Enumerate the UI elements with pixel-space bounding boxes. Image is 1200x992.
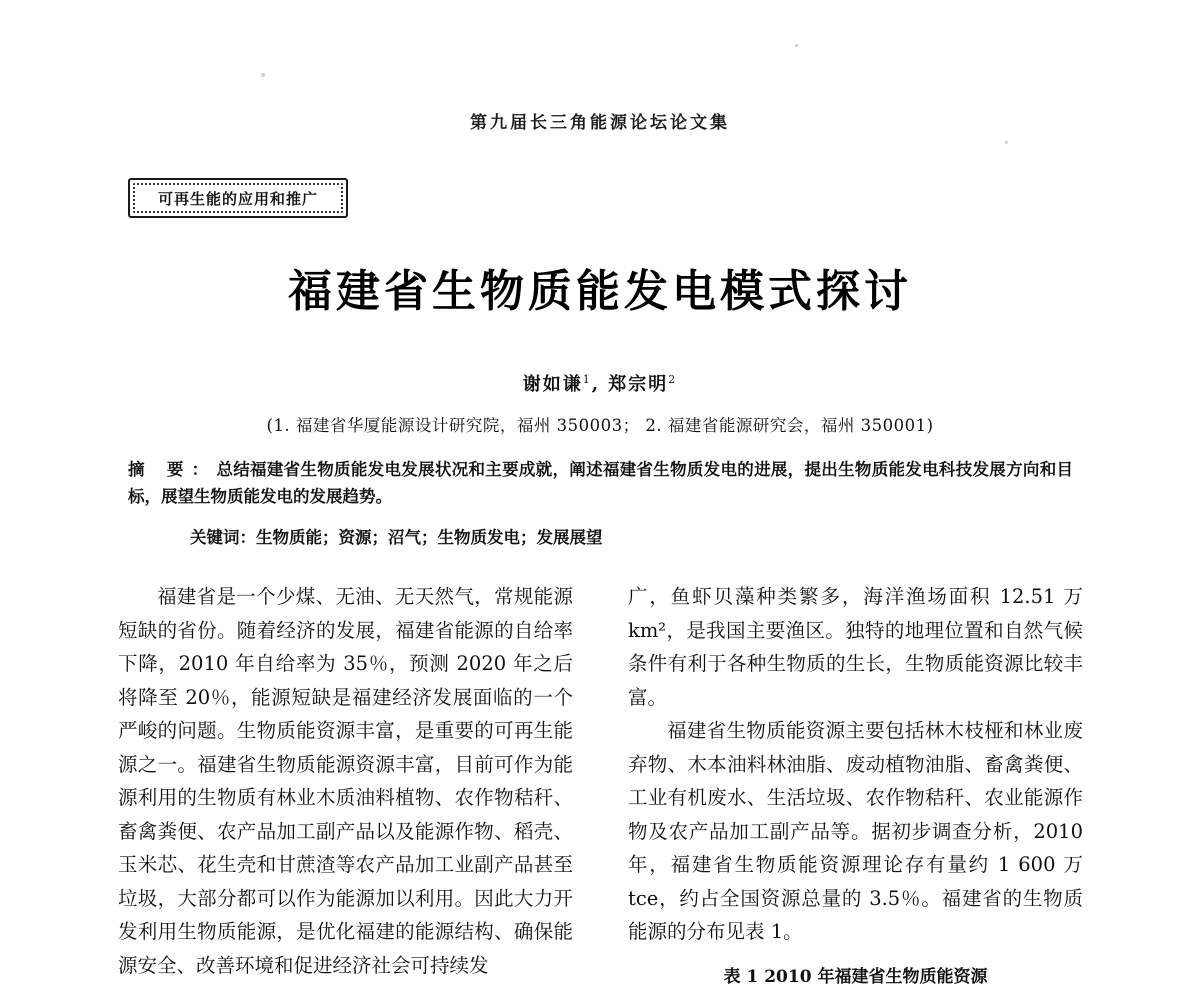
running-head: 第九届长三角能源论坛论文集 [470, 113, 730, 133]
body-column-right [628, 580, 1083, 992]
paragraph: 福建省生物质能资源主要包括林木枝桠和林业废弃物、木本油料林油脂、废动植物油脂、畜禽粪便、工业有机废水、生活垃圾、农作物秸秆、农业能源作物及农产品加工副产品等。据初步调查分析，2010 年，福建省生物质能资源理论存有量约 1 600 万 tce，约占全国资源总量的 3.5％。福建省的生物质能源的分布见表 1。 [628, 719, 1083, 944]
affiliation-line: (1. 福建省华厦能源设计研究院，福州 350003； 2. 福建省能源研究会，福州 350001) [266, 416, 934, 435]
scan-speckle [261, 73, 265, 77]
abstract-text: 总结福建省生物质能发电发展状况和主要成就，阐述福建省生物质发电的进展，提出生物质能发电科技发展方向和目标，展望生物质能发电的发展趋势。 [128, 460, 1073, 507]
keywords-text: 生物质能；资源；沼气；生物质发电；发展展望 [256, 528, 603, 547]
body-columns [118, 580, 1086, 987]
paragraph: 广，鱼虾贝藻种类繁多，海洋渔场面积 12.51 万 km²，是我国主要渔区。独特的地理位置和自然气候条件有利于各种生物质的生长，生物质能资源比较丰富。 [628, 585, 1083, 709]
section-badge-label: 可再生能的应用和推广 [154, 188, 322, 209]
page-title: 福建省生物质能发电模式探讨 [288, 266, 912, 317]
author-line [0, 370, 1200, 396]
table-caption: 表 1 2010 年福建省生物质能资源 [723, 966, 988, 987]
author-name-1: 谢如谦 [522, 374, 583, 395]
scan-speckle [795, 44, 798, 47]
author-affil-marker-2: 2 [668, 373, 678, 386]
paragraph: 福建省是一个少煤、无油、无天然气，常规能源短缺的省份。随着经济的发展，福建省能源的自给率下降，2010 年自给率为 35％，预测 2020 年之后将降至 20％，能源短缺是福建经济发展面临的一个严峻的问题。生物质能资源丰富，是重要的可再生能源之一。福建省生物质能源资源丰富，目前可作为能源利用的生物质有林业木质油料植物、农作物秸秆、畜禽粪便、农产品加工副产品以及能源作物、稻壳、玉米芯、花生壳和甘蔗渣等农产品加工业副产品甚至垃圾，大部分都可以作为能源加以利用。因此大力开发利用生物质能源，是优化福建的能源结构、确保能源安全、改善环境和促进经济社会可持续发 [118, 585, 573, 977]
author-affil-marker-1: 1 [582, 373, 592, 386]
keywords-block [190, 524, 1090, 548]
abstract-label: 摘 要： [128, 460, 217, 479]
section-badge [128, 178, 348, 218]
author-separator: , [591, 374, 600, 395]
author-name-2: 郑宗明 [608, 374, 669, 395]
abstract-block [128, 456, 1073, 510]
keywords-label: 关键词： [190, 528, 256, 547]
scan-speckle [1005, 141, 1008, 144]
body-column-left [118, 580, 573, 982]
